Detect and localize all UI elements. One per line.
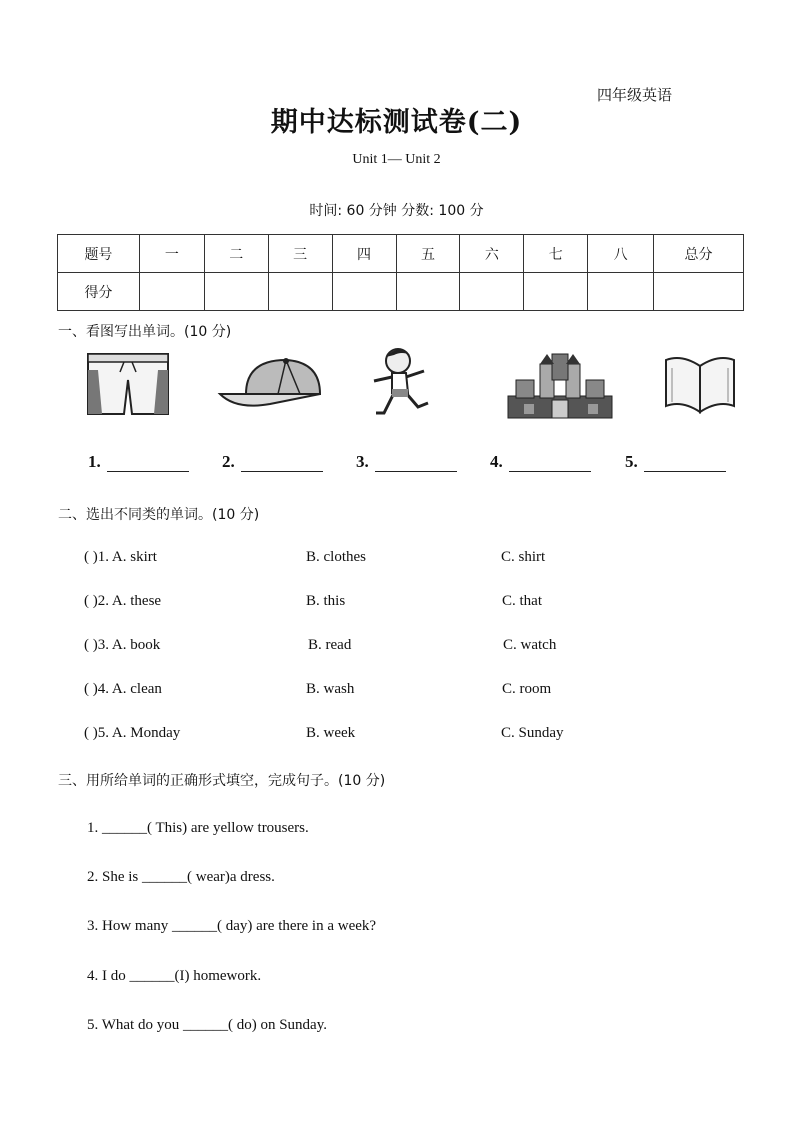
answer-blank-1[interactable] [88,452,189,472]
question-option-b[interactable]: B. read [308,637,352,653]
score-table-score-row [58,273,744,311]
question-option-c[interactable]: C. shirt [501,549,546,565]
shorts-icon [84,350,172,418]
blank-number: 3. [356,452,369,471]
blank-line [107,452,189,472]
blank-number: 5. [625,452,638,471]
question-option-a[interactable]: ( )1. A. skirt [84,549,157,565]
question-option-c[interactable]: C. watch [503,637,557,653]
blank-line [644,452,726,472]
score-table-cell: 四 [332,235,396,273]
answer-blank-5[interactable] [625,452,726,472]
score-input-cell[interactable] [268,273,332,311]
answer-blank-4[interactable] [490,452,591,472]
unit-range: Unit 1— Unit 2 [352,152,441,167]
question-option-a[interactable]: ( )4. A. clean [84,681,162,697]
score-table-cell: 三 [268,235,332,273]
blank-line [241,452,323,472]
score-table-cell: 二 [204,235,268,273]
blank-line [375,452,457,472]
picture-answer-row [0,452,793,482]
score-table-cell: 七 [524,235,588,273]
score-input-cell[interactable] [588,273,654,311]
blank-line [509,452,591,472]
question-option-b[interactable]: B. this [306,593,346,609]
score-table-cell: 一 [139,235,204,273]
score-input-cell[interactable] [139,273,204,311]
answer-blank-3[interactable] [356,452,457,472]
fill-in-sentence[interactable]: 5. What do you ______( do) on Sunday. [87,1017,327,1033]
question-option-c[interactable]: C. room [502,681,552,697]
building-blocks-icon [504,350,616,420]
section2-title: 二、选出不同类的单词。(10 分) [58,507,260,523]
blank-number: 1. [88,452,101,471]
fill-in-sentence[interactable]: 2. She is ______( wear)a dress. [87,869,275,885]
score-input-cell[interactable] [396,273,460,311]
question-option-c[interactable]: C. that [502,593,542,609]
cap-icon [216,354,326,414]
score-input-cell[interactable] [460,273,524,311]
score-input-cell[interactable] [332,273,396,311]
grade-label: 四年级英语 [597,86,673,104]
section3-title: 三、用所给单词的正确形式填空，完成句子。(10 分) [58,773,386,789]
question-option-a[interactable]: ( )2. A. these [84,593,162,609]
book-icon [660,352,740,416]
score-table-cell: 六 [460,235,524,273]
question-option-b[interactable]: B. week [306,725,356,741]
score-input-cell[interactable] [204,273,268,311]
score-input-cell[interactable] [524,273,588,311]
score-table-cell: 八 [588,235,654,273]
page-title: 期中达标测试卷(二) [270,107,523,138]
score-table-header-row [58,235,744,273]
score-table-cell: 总分 [654,235,744,273]
fill-in-sentence[interactable]: 3. How many ______( day) are there in a week? [87,918,377,934]
fill-in-sentence[interactable]: 1. ______( This) are yellow trousers. [87,820,309,836]
question-option-b[interactable]: B. clothes [306,549,366,565]
answer-blank-2[interactable] [222,452,323,472]
question-option-a[interactable]: ( )3. A. book [84,637,161,653]
running-boy-icon [362,343,442,423]
score-table-cell: 题号 [58,235,140,273]
time-and-score-info: 时间: 60 分钟 分数: 100 分 [309,203,484,219]
question-option-c[interactable]: C. Sunday [501,725,564,741]
score-table-cell: 五 [396,235,460,273]
score-row-label: 得分 [58,273,140,311]
fill-in-sentence[interactable]: 4. I do ______(I) homework. [87,968,262,984]
blank-number: 2. [222,452,235,471]
question-option-b[interactable]: B. wash [306,681,355,697]
blank-number: 4. [490,452,503,471]
question-option-a[interactable]: ( )5. A. Monday [84,725,181,741]
section1-title: 一、看图写出单词。(10 分) [58,324,232,340]
score-input-cell[interactable] [654,273,744,311]
score-table [57,234,744,311]
